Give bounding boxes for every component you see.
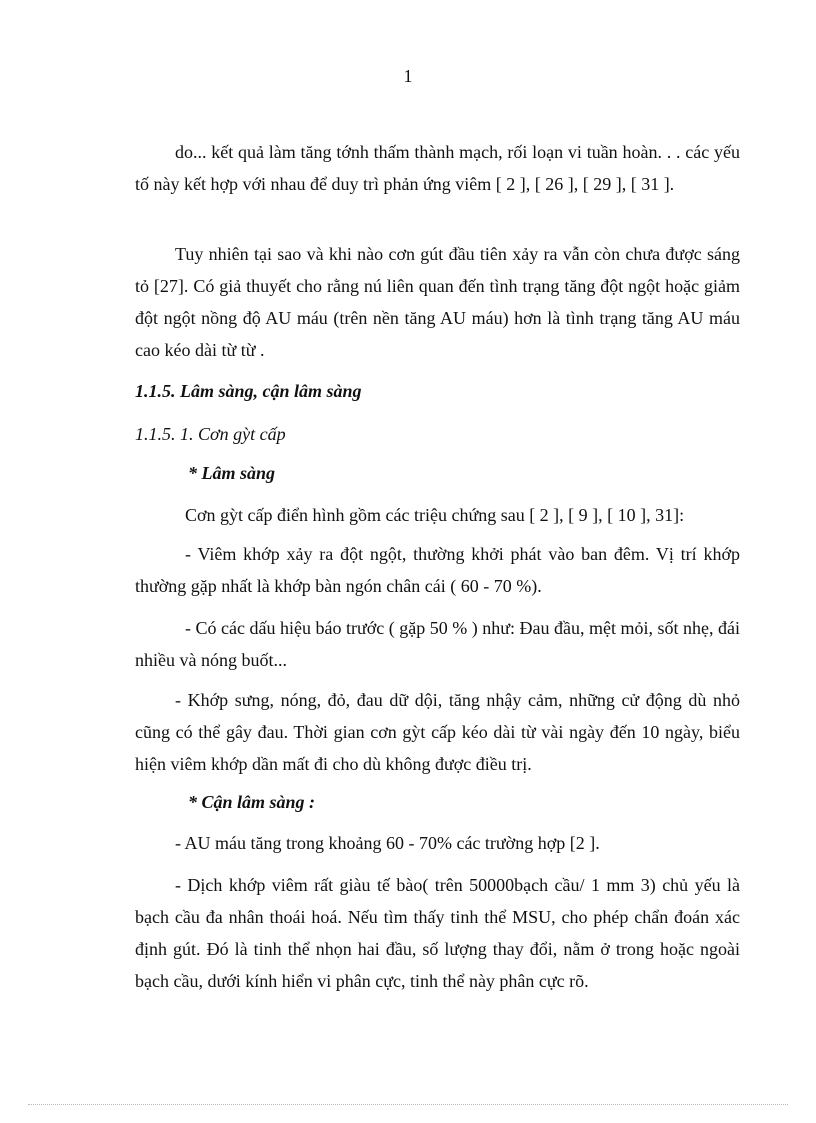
- paragraph-symptoms-intro: Cơn gỳt cấp điển hình gồm các triệu chứng sau [ 2 ], [ 9 ], [ 10 ], 31]:: [185, 505, 685, 525]
- heading-paraclinical: * Cận lâm sàng :: [188, 792, 316, 812]
- paragraph-warning-signs: - Có các dấu hiệu báo trước ( gặp 50 % ) như: Đau đầu, mệt mỏi, sốt nhẹ, đái nhiều và nóng buốt...: [135, 618, 740, 670]
- paragraph-inflammation-continuation: do... kết quả làm tăng tớnh thấm thành mạch, rối loạn vi tuần hoàn. . . các yếu tố này kết hợp với nhau để duy trì phản ứng viêm [ 2 ], [ 26 ], [ 29 ], [ 31 ].: [135, 142, 740, 194]
- section-heading-clinical: 1.1.5. Lâm sàng, cận lâm sàng: [135, 381, 362, 401]
- heading-clinical-signs: * Lâm sàng: [188, 463, 276, 483]
- paragraph-gout-onset: Tuy nhiên tại sao và khi nào cơn gút đầu tiên xảy ra vẫn còn chưa được sáng tỏ [27]. Có giả thuyết cho rằng nú liên quan đến tình trạng tăng đột ngột hoặc giảm đột ngột nồng độ AU máu (trên nền tăng AU máu) hơn là tình trạng tăng AU máu cao kéo dài từ từ .: [135, 244, 740, 360]
- subsection-heading-acute-gout: 1.1.5. 1. Cơn gỳt cấp: [135, 424, 286, 444]
- footer-divider: [28, 1104, 788, 1105]
- page-number: 1: [403, 66, 413, 86]
- paragraph-uric-acid: - AU máu tăng trong khoảng 60 - 70% các trường hợp [2 ].: [175, 833, 600, 853]
- paragraph-synovial-fluid: - Dịch khớp viêm rất giàu tế bào( trên 50000bạch cầu/ 1 mm 3) chủ yếu là bạch cầu đa nhân thoái hoá. Nếu tìm thấy tinh thể MSU, cho phép chẩn đoán xác định gút. Đó là tinh thể nhọn hai đầu, số lượng thay đổi, nằm ở trong hoặc ngoài bạch cầu, dưới kính hiển vi phân cực, tinh thể này phân cực rõ.: [135, 875, 740, 991]
- paragraph-joint-symptoms: - Khớp sưng, nóng, đỏ, đau dữ dội, tăng nhậy cảm, những cử động dù nhỏ cũng có thể gây đau. Thời gian cơn gỳt cấp kéo dài từ vài ngày đến 10 ngày, biểu hiện viêm khớp dần mất đi cho dù không được điều trị.: [135, 690, 740, 774]
- paragraph-arthritis-onset: - Viêm khớp xảy ra đột ngột, thường khởi phát vào ban đêm. Vị trí khớp thường gặp nhất là khớp bàn ngón chân cái ( 60 - 70 %).: [135, 544, 740, 596]
